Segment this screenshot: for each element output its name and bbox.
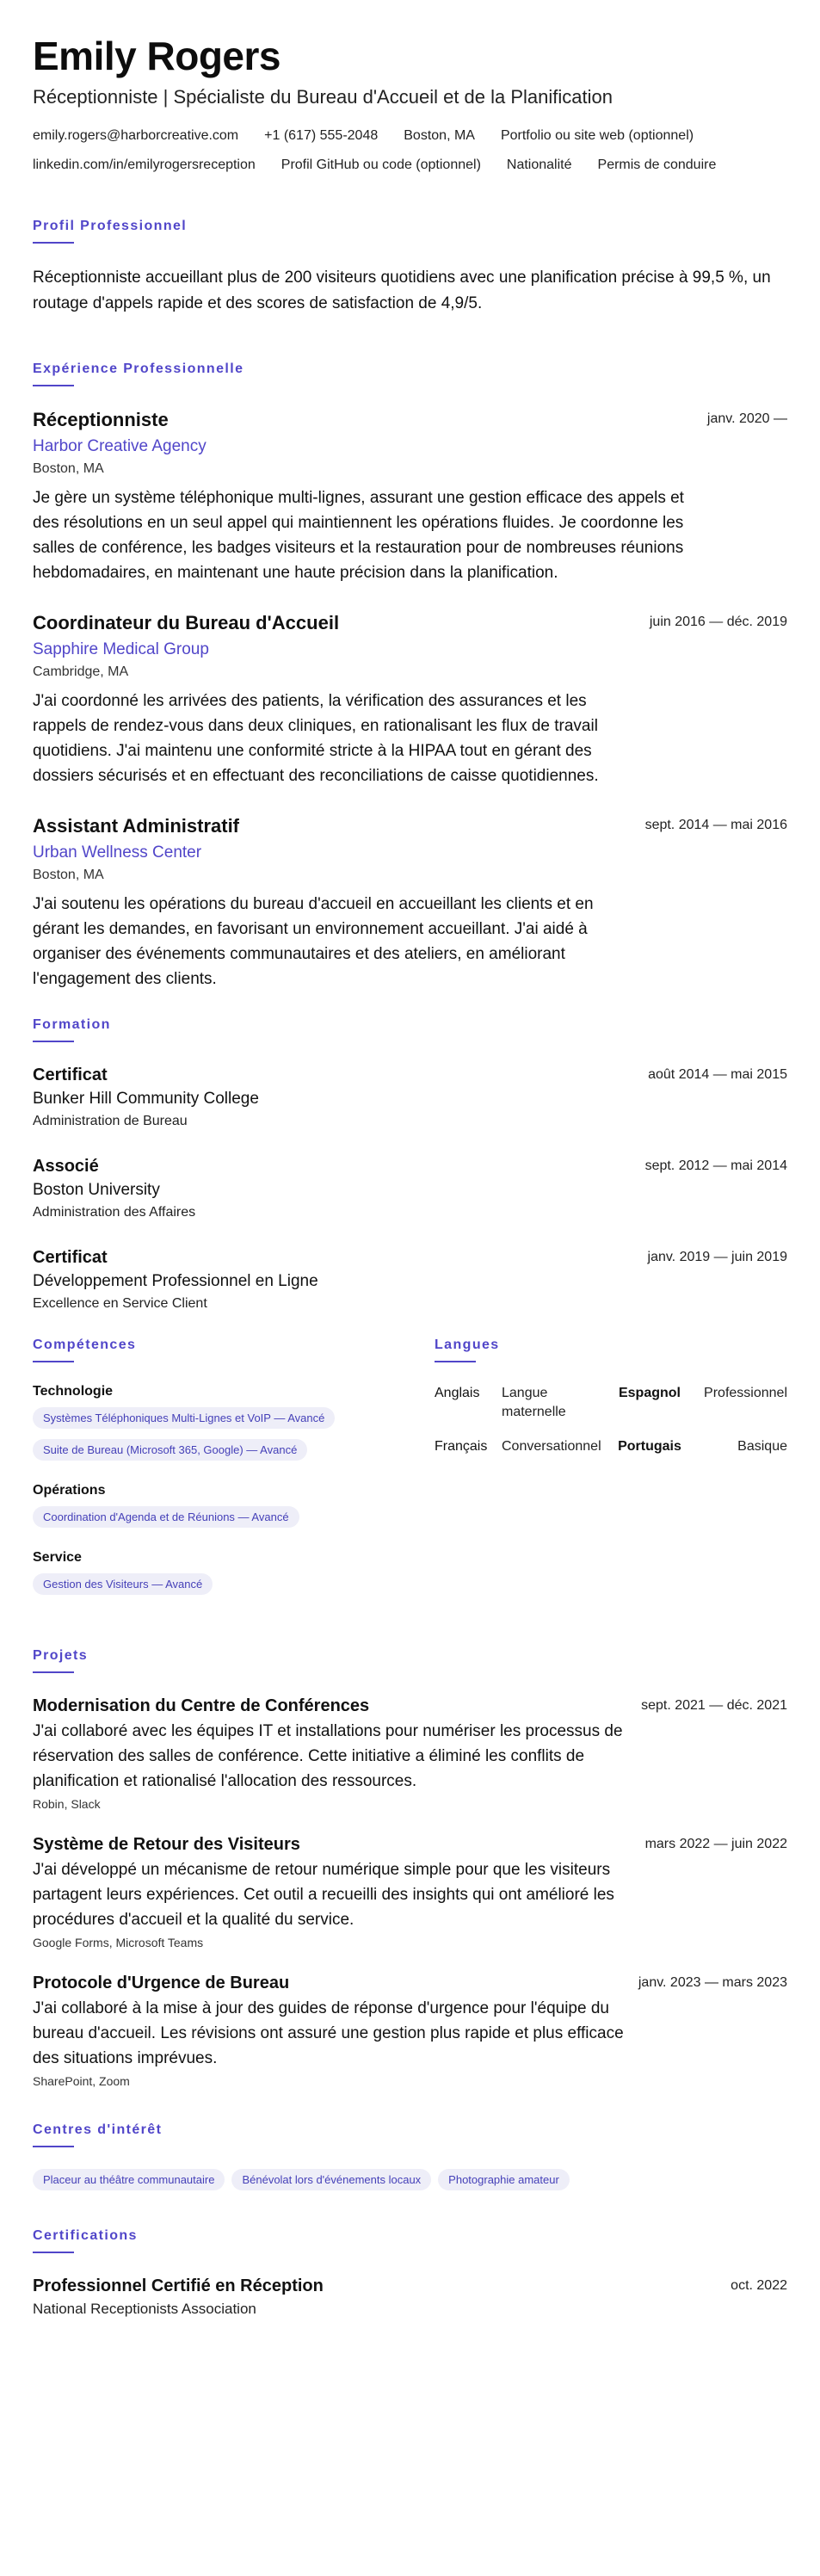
certifications-section: [33, 2228, 787, 2318]
skill-tag: Systèmes Téléphoniques Multi-Lignes et VoIP — Avancé: [33, 1407, 335, 1429]
degree: Certificat: [33, 1248, 108, 1267]
skill-category: Technologie: [33, 1384, 114, 1399]
languages-grid: [435, 1384, 787, 1456]
contact-github[interactable]: Profil GitHub ou code (optionnel): [281, 158, 481, 172]
job-location: Boston, MA: [33, 461, 104, 476]
skills-section: [33, 1337, 435, 1617]
language-name: Portugais: [618, 1439, 681, 1454]
skill-tag: Suite de Bureau (Microsoft 365, Google) — Avancé: [33, 1439, 307, 1461]
project-description: J'ai développé un mécanisme de retour numérique simple pour que les visiteurs partagent leurs expériences. Cet outil a recueilli des insights qui ont amélioré les procédures d'accueil et la qualité du service.: [33, 1861, 614, 1929]
project-name: Système de Retour des Visiteurs: [33, 1835, 300, 1854]
study-field: Administration de Bureau: [33, 1114, 188, 1128]
project-tools: Google Forms, Microsoft Teams: [33, 1936, 204, 1949]
section-divider: [435, 1361, 476, 1362]
education-dates: août 2014 — mai 2015: [648, 1067, 787, 1082]
education-entry: [33, 1246, 787, 1313]
language-name: Anglais: [435, 1386, 480, 1400]
education-entry: [33, 1064, 787, 1131]
candidate-headline: Réceptionniste | Spécialiste du Bureau d'Accueil et de la Planification: [33, 86, 613, 108]
certification-issuer: National Receptionists Association: [33, 2301, 256, 2317]
certification-name: Professionnel Certifié en Réception: [33, 2276, 324, 2295]
languages-section: [435, 1337, 787, 1617]
contact-portfolio[interactable]: Portfolio ou site web (optionnel): [500, 128, 694, 143]
skill-tag: Coordination d'Agenda et de Réunions — Avancé: [33, 1506, 299, 1528]
school-name: Boston University: [33, 1181, 160, 1199]
company-name: Harbor Creative Agency: [33, 437, 207, 455]
job-title: Réceptionniste: [33, 409, 169, 430]
section-title: Expérience Professionnelle: [33, 361, 244, 376]
experience-section: [33, 361, 787, 991]
degree: Certificat: [33, 1066, 108, 1084]
certification-entry: [33, 2275, 787, 2318]
job-title: Coordinateur du Bureau d'Accueil: [33, 612, 340, 633]
section-title: Compétences: [33, 1337, 137, 1352]
section-divider: [33, 1671, 74, 1673]
project-tools: Robin, Slack: [33, 1797, 101, 1811]
skill-category: Service: [33, 1550, 82, 1565]
education-entry: [33, 1155, 787, 1222]
contact-phone[interactable]: +1 (617) 555-2048: [264, 128, 379, 143]
language-level: Professionnel: [704, 1386, 787, 1400]
education-dates: sept. 2012 — mai 2014: [644, 1158, 787, 1173]
language-level: Langue maternelle: [502, 1386, 566, 1419]
profile-section: [33, 219, 787, 317]
skill-group: [33, 1384, 435, 1464]
education-dates: janv. 2019 — juin 2019: [647, 1250, 787, 1264]
section-title: Profil Professionnel: [33, 219, 188, 233]
skill-group: [33, 1550, 435, 1598]
study-field: Administration des Affaires: [33, 1205, 196, 1220]
job-description: J'ai soutenu les opérations du bureau d'accueil en accueillant les clients et en gérant les demandes, en favorisant un environnement accueillant. J'ai aidé à organiser des événements communautaires et des ateliers, en améliorant l'engagement des clients.: [33, 895, 594, 988]
interests-section: [33, 2122, 787, 2194]
school-name: Bunker Hill Community College: [33, 1090, 259, 1108]
project-dates: janv. 2023 — mars 2023: [638, 1975, 787, 1990]
resume-header: [33, 33, 787, 174]
project-entry: [33, 1695, 787, 1811]
section-title: Formation: [33, 1017, 111, 1032]
interest-list: [33, 2169, 787, 2194]
section-divider: [33, 2252, 74, 2253]
project-name: Modernisation du Centre de Conférences: [33, 1696, 370, 1715]
skill-tag: Gestion des Visiteurs — Avancé: [33, 1573, 213, 1595]
skill-group: [33, 1483, 435, 1531]
job-dates: janv. 2020 —: [706, 411, 787, 426]
degree: Associé: [33, 1157, 99, 1176]
section-divider: [33, 385, 74, 386]
section-divider: [33, 1041, 74, 1042]
job-description: J'ai coordonné les arrivées des patients, la vérification des assurances et les rappels de rendez-vous dans deux cliniques, en rationalisant les flux de travail quotidiens. J'ai maintenu une conformité stricte à la HIPAA tout en gérant des dossiers sécurisés et en effectuant des reconciliations de caisse quotidiennes.: [33, 692, 599, 785]
project-entry: [33, 1972, 787, 2088]
contact-list: [33, 127, 787, 174]
skill-category: Opérations: [33, 1483, 106, 1498]
company-name: Urban Wellness Center: [33, 843, 202, 862]
experience-entry: [33, 611, 787, 788]
project-description: J'ai collaboré à la mise à jour des guides de réponse d'urgence pour l'équipe du bureau d'accueil. Les révisions ont assuré une gestion plus rapide et plus efficace des situations imprévues.: [33, 1999, 624, 2067]
candidate-name: Emily Rogers: [33, 34, 281, 78]
contact-driving-license: Permis de conduire: [597, 158, 717, 172]
section-divider: [33, 242, 74, 244]
contact-nationality: Nationalité: [506, 158, 572, 172]
job-description: Je gère un système téléphonique multi-lignes, assurant une gestion efficace des appels et des résolutions en un seul appel qui maintiennent les opérations fluides. Je coordonne les salles de conférence, les badges visiteurs et la restauration pour de nombreuses réunions hebdomadaires, en maintenant une haute précision dans la planification.: [33, 489, 684, 582]
job-location: Cambridge, MA: [33, 664, 129, 679]
section-title: Centres d'intérêt: [33, 2122, 163, 2137]
language-name: Français: [435, 1439, 488, 1454]
section-divider: [33, 1361, 74, 1362]
interest-tag: Placeur au théâtre communautaire: [33, 2169, 225, 2190]
job-title: Assistant Administratif: [33, 815, 240, 837]
job-dates: juin 2016 — déc. 2019: [649, 615, 787, 629]
projects-section: [33, 1648, 787, 2088]
education-section: [33, 1017, 787, 1313]
experience-entry: [33, 814, 787, 991]
project-dates: sept. 2021 — déc. 2021: [641, 1698, 787, 1713]
project-dates: mars 2022 — juin 2022: [644, 1837, 787, 1851]
section-title: Certifications: [33, 2228, 138, 2243]
section-title: Projets: [33, 1648, 89, 1663]
profile-summary: Réceptionniste accueillant plus de 200 visiteurs quotidiens avec une planification précise à 99,5 %, un routage d'appels rapide et des scores de satisfaction de 4,9/5.: [33, 269, 771, 312]
school-name: Développement Professionnel en Ligne: [33, 1272, 318, 1290]
section-divider: [33, 2146, 74, 2147]
contact-email[interactable]: emily.rogers@harborcreative.com: [33, 128, 239, 143]
company-name: Sapphire Medical Group: [33, 640, 209, 658]
project-name: Protocole d'Urgence de Bureau: [33, 1974, 290, 1992]
language-name: Espagnol: [618, 1386, 681, 1400]
section-title: Langues: [435, 1337, 500, 1352]
contact-linkedin[interactable]: linkedin.com/in/emilyrogersreception: [33, 158, 256, 172]
job-location: Boston, MA: [33, 868, 104, 882]
interest-tag: Bénévolat lors d'événements locaux: [231, 2169, 431, 2190]
project-description: J'ai collaboré avec les équipes IT et installations pour numériser les processus de réservation des salles de conférence. Cette initiative a éliminé les conflits de planification et rationalisé l'allocation des ressources.: [33, 1722, 623, 1790]
project-tools: SharePoint, Zoom: [33, 2074, 130, 2088]
contact-location: Boston, MA: [404, 128, 475, 143]
experience-entry: [33, 408, 787, 585]
skills-languages-row: [33, 1337, 787, 1617]
study-field: Excellence en Service Client: [33, 1296, 207, 1311]
certification-date: oct. 2022: [731, 2278, 787, 2293]
language-level: Conversationnel: [502, 1439, 601, 1454]
job-dates: sept. 2014 — mai 2016: [644, 818, 787, 832]
interest-tag: Photographie amateur: [438, 2169, 570, 2190]
language-level: Basique: [737, 1439, 787, 1454]
project-entry: [33, 1833, 787, 1949]
